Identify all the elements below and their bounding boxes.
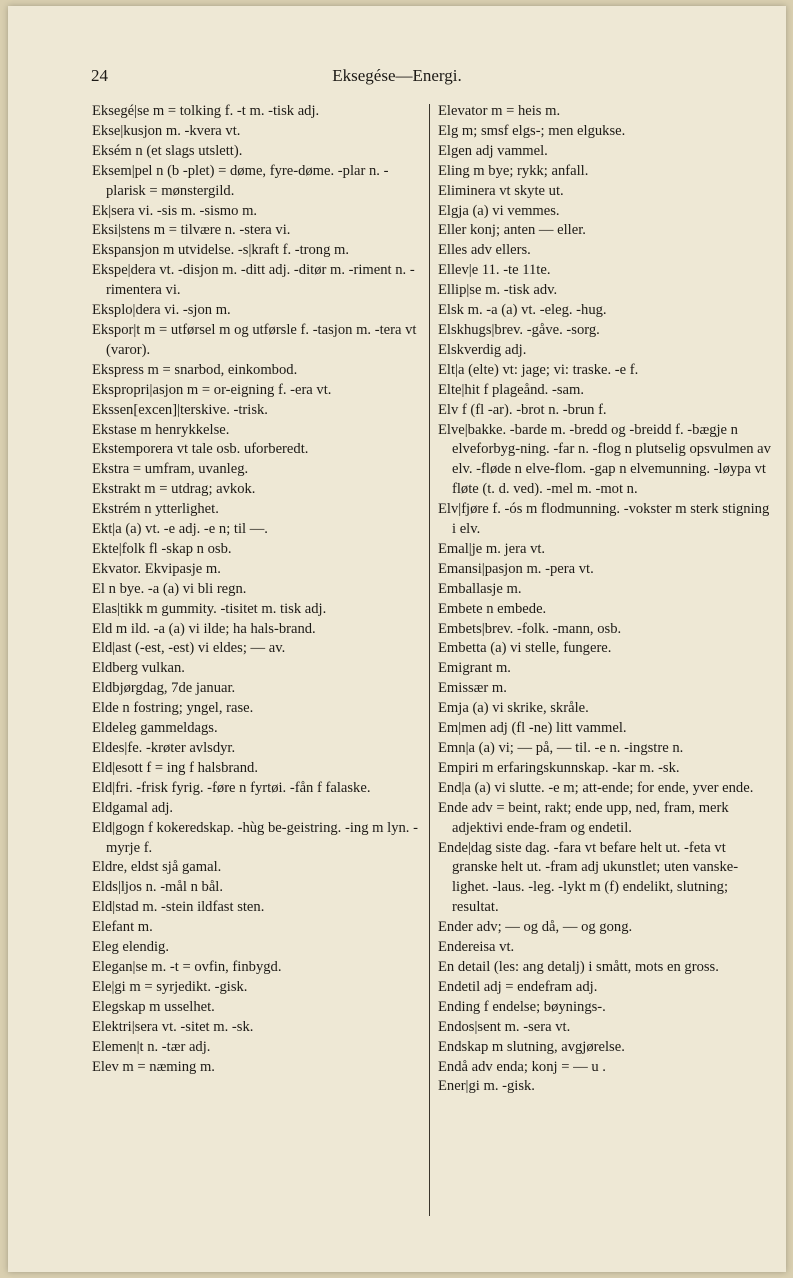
dictionary-entry: Eksegé|se m = tolking f. -t m. -tisk adj. [92,103,320,119]
dictionary-entry: Eldgamal adj. [92,799,174,816]
dictionary-entry: Elde n fostring; yngel, rase. [92,700,254,717]
dictionary-entry: Eller konj; anten — eller. [438,222,586,239]
dictionary-entry: Elles adv ellers. [438,242,531,259]
dictionary-entry: Elv|fjøre f. -ós m flodmunning. -vokster m sterk stigning i elv. [438,501,770,538]
dictionary-entry: Endskap m slutning, avgjørelse. [438,1038,625,1055]
dictionary-entry: Eliminera vt skyte ut. [438,182,564,199]
dictionary-entry: Ekspor|t m = utførsel m og utførsle f. -tasjon m. -tera vt (varor). [92,321,417,358]
dictionary-entry: Elt|a (elte) vt: jage; vi: traske. -e f. [438,361,639,378]
dictionary-entry: Ekstemporera vt tale osb. uforberedt. [92,441,309,458]
dictionary-entry: Emansi|pasjon m. -pera vt. [438,560,594,577]
dictionary-entry: Elsk m. -a (a) vt. -eleg. -hug. [438,302,607,319]
dictionary-entry: Ekspress m = snarbod, einkombod. [92,361,298,378]
dictionary-entry: Emigrant m. [438,660,511,677]
column-divider [429,104,430,1216]
dictionary-entry: Ekspe|dera vt. -disjon m. -ditt adj. -ditør m. -riment n. -rimentera vi. [92,262,415,299]
dictionary-entry: Elefant m. [92,919,153,936]
dictionary-entry: Elgen adj vammel. [438,142,548,159]
dictionary-entry: En detail (les: ang detalj) i smått, mots en gross. [438,958,719,975]
dictionary-entry: Elemen|t n. -tær adj. [92,1038,211,1055]
dictionary-entry: Elegan|se m. -t = ovfin, finbygd. [92,958,282,975]
dictionary-entry: Ekssen[excen]|terskive. -trisk. [92,401,268,418]
dictionary-entry: Ellev|e 11. -te 11te. [438,262,551,279]
dictionary-entry: Ellip|se m. -tisk adv. [438,282,558,299]
dictionary-entry: Endå adv enda; konj = — u . [438,1058,606,1075]
dictionary-entry: Ekstra = umfram, uvanleg. [92,461,249,478]
dictionary-entry: Eld m ild. -a (a) vi ilde; ha hals-brand. [92,620,316,637]
dictionary-entry: Ekstase m henrykkelse. [92,421,230,438]
dictionary-entry: Ekt|a (a) vt. -e adj. -e n; til —. [92,521,268,538]
dictionary-entry: Embete n embede. [438,600,547,617]
dictionary-entry: Emal|je m. jera vt. [438,540,546,557]
page-number: 24 [91,66,108,85]
dictionary-entry: Elegskap m usselhet. [92,998,215,1015]
dictionary-entry: Elve|bakke. -barde m. -bredd og -breidd f. -bægje n elveforbyg-ning. -far n. -flog n plutselig opsvulmen av elv. -fløde n elve-flom. -gap n elvemunning. -løypa vt fløte (t. d. ved). -mel m. -mot n. [438,421,771,498]
dictionary-entry: Eld|stad m. -stein ildfast sten. [92,899,265,916]
dictionary-entry: Ekvator. Ekvipasje m. [92,560,221,577]
dictionary-entry: Eksi|stens m = tilvære n. -stera vi. [92,222,291,239]
dictionary-entry: Ekte|folk fl -skap n osb. [92,540,232,557]
dictionary-entry: Ekspansjon m utvidelse. -s|kraft f. -trong m. [92,242,350,259]
page-header [8,62,786,92]
dictionary-entry: Elas|tikk m gummity. -tisitet m. tisk adj. [92,600,327,617]
dictionary-entry: Ekstrém n ytterlighet. [92,501,219,518]
dictionary-entry: El n bye. -a (a) vi bli regn. [92,580,247,597]
dictionary-entry: Ekspropri|asjon m = or-eigning f. -era vt. [92,381,332,398]
dictionary-entry: Ek|sera vi. -sis m. -sismo m. [92,202,258,219]
dictionary-entry: Eld|gogn f kokeredskap. -hùg be-geistring. -ing m lyn. -myrje f. [92,819,418,856]
dictionary-entry: Endereisa vt. [438,939,515,956]
left-column [92,102,428,1077]
dictionary-entry: Ender adv; — og då, — og gong. [438,919,633,936]
running-head: Eksegése—Energi. [332,66,462,85]
dictionary-entry: Endos|sent m. -sera vt. [438,1018,571,1035]
dictionary-entry: Elektri|sera vt. -sitet m. -sk. [92,1018,254,1035]
dictionary-entry: Elev m = næming m. [92,1058,215,1075]
dictionary-entry: Elte|hit f plageånd. -sam. [438,381,584,398]
dictionary-entry: Emissær m. [438,680,507,697]
dictionary-entry: Elds|ljos n. -mål n bål. [92,879,224,896]
dictionary-entry: Eld|fri. -frisk fyrig. -føre n fyrtøi. -fån f falaske. [92,779,371,796]
dictionary-entry: End|a (a) vi slutte. -e m; att-ende; for ende, yver ende. [438,779,754,796]
dictionary-page [8,6,786,1272]
dictionary-entry: Emballasje m. [438,580,522,597]
dictionary-entry: Elv f (fl -ar). -brot n. -brun f. [438,401,607,418]
dictionary-entry: Eldberg vulkan. [92,660,185,677]
dictionary-entry: Elevator m = heis m. [438,103,561,119]
dictionary-entry: Ending f endelse; bøynings-. [438,998,606,1015]
dictionary-entry: Endetil adj = endefram adj. [438,978,598,995]
dictionary-entry: Eldbjørgdag, 7de januar. [92,680,236,697]
dictionary-entry: Em|men adj (fl -ne) litt vammel. [438,720,627,737]
dictionary-entry: Eldre, eldst sjå gamal. [92,859,222,876]
dictionary-entry: Embetta (a) vi stelle, fungere. [438,640,612,657]
dictionary-entry: Empiri m erfaringskunnskap. -kar m. -sk. [438,759,680,776]
dictionary-entry: Eld|ast (-est, -est) vi eldes; — av. [92,640,286,657]
dictionary-entry: Ener|gi m. -gisk. [438,1078,535,1095]
dictionary-entry: Elskhugs|brev. -gåve. -sorg. [438,321,600,338]
dictionary-entry: Ende adv = beint, rakt; ende upp, ned, fram, merk adjektivi ende-fram og endetil. [438,799,729,836]
dictionary-entry: Ekstrakt m = utdrag; avkok. [92,481,256,498]
dictionary-entry: Ele|gi m = syrjedikt. -gisk. [92,978,248,995]
dictionary-entry: Eleg elendig. [92,939,169,956]
dictionary-entry: Eksplo|dera vi. -sjon m. [92,302,231,319]
dictionary-entry: Elskverdig adj. [438,341,527,358]
dictionary-entry: Elg m; smsf elgs-; men elgukse. [438,122,626,139]
dictionary-entry: Eldeleg gammeldags. [92,720,218,737]
dictionary-entry: Eling m bye; rykk; anfall. [438,162,589,179]
dictionary-entry: Ekse|kusjon m. -kvera vt. [92,122,241,139]
dictionary-entry: Embets|brev. -folk. -mann, osb. [438,620,622,637]
dictionary-entry: Emn|a (a) vi; — på, — til. -e n. -ingstre n. [438,740,684,756]
dictionary-entry: Eldes|fe. -krøter avlsdyr. [92,740,236,756]
dictionary-entry: Emja (a) vi skrike, skråle. [438,700,589,717]
dictionary-entry: Eksem|pel n (b -plet) = døme, fyre-døme. -plar n. -plarisk = mønstergild. [92,162,389,199]
dictionary-entry: Eksém n (et slags utslett). [92,142,243,159]
dictionary-entry: Ende|dag siste dag. -fara vt befare helt ut. -feta vt granske helt ut. -fram adj ukunstlet; uten vanske-lighet. -laus. -leg. -lykt m (f) endelikt, slutning; resultat. [438,839,739,916]
dictionary-entry: Elgja (a) vi vemmes. [438,202,560,219]
right-column [438,102,774,1097]
dictionary-entry: Eld|esott f = ing f halsbrand. [92,759,258,776]
